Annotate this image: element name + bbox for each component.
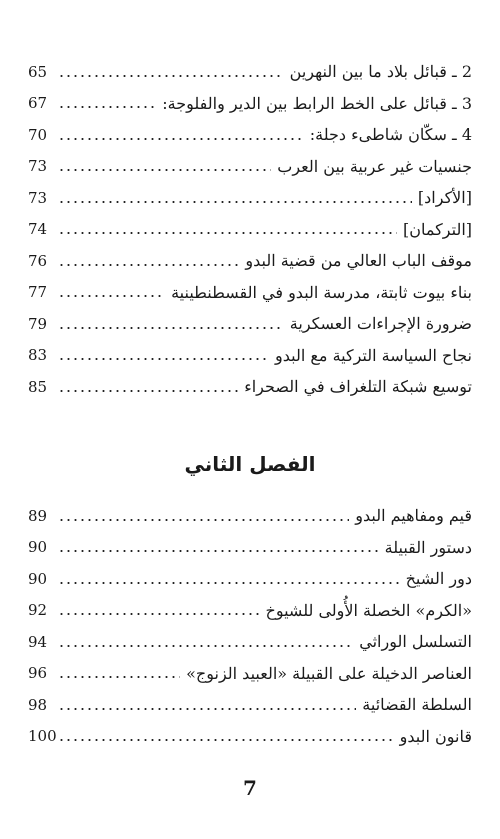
dot-leader: [58, 326, 284, 330]
toc-entry[interactable]: [28, 689, 472, 721]
toc-page-number: 73: [28, 157, 48, 176]
toc-entry-title: 2 ـ قبائل بلاد ما بين النهرين: [289, 62, 472, 82]
dot-leader: [58, 549, 379, 553]
toc-entry[interactable]: [28, 721, 472, 753]
toc-page-number: 73: [28, 188, 48, 207]
toc-entry-title: موقف الباب العالي من قضية البدو: [245, 251, 472, 271]
toc-entry[interactable]: [28, 371, 472, 403]
toc-page-number: 98: [28, 695, 48, 714]
toc-page-number: 89: [28, 506, 48, 525]
toc-entry[interactable]: [28, 500, 472, 532]
toc-page-number: 100: [28, 727, 57, 746]
dot-leader: [58, 74, 284, 78]
toc-entry-title: «الكرم» الخصلة الأُولى للشيوخ: [265, 600, 472, 620]
toc-page-number: 67: [28, 94, 48, 113]
toc-entry-title: ضرورة الإجراءات العسكرية: [289, 314, 472, 334]
toc-entry[interactable]: [28, 56, 472, 88]
toc-entry[interactable]: [28, 658, 472, 690]
toc-section-top: [28, 56, 472, 403]
toc-page-number: 94: [28, 632, 48, 651]
toc-entry[interactable]: [28, 277, 472, 309]
toc-page-number: 85: [28, 377, 48, 396]
dot-leader: [58, 738, 394, 742]
dot-leader: [58, 357, 269, 361]
toc-entry-title: [التركمان]: [403, 219, 472, 239]
dot-leader: [58, 675, 180, 679]
toc-page-number: 70: [28, 125, 48, 144]
dot-leader: [58, 581, 400, 585]
toc-entry-title: [الأكراد]: [417, 188, 472, 208]
toc-entry-title: دستور القبيلة: [384, 537, 472, 557]
toc-entry[interactable]: [28, 340, 472, 372]
dot-leader: [58, 168, 271, 172]
dot-leader: [58, 294, 165, 298]
dot-leader: [58, 200, 412, 204]
toc-entry-title: دور الشيخ: [405, 569, 472, 589]
toc-entry-title: قانون البدو: [399, 726, 472, 746]
toc-entry[interactable]: [28, 119, 472, 151]
toc-entry[interactable]: [28, 245, 472, 277]
toc-section-bottom: [28, 500, 472, 752]
toc-entry-title: 3 ـ قبائل على الخط الرابط بين الدير والفلوجة:: [162, 93, 472, 113]
page-number: 7: [243, 776, 257, 800]
toc-entry[interactable]: [28, 182, 472, 214]
toc-page-number: 90: [28, 538, 48, 557]
toc-entry[interactable]: [28, 532, 472, 564]
toc-page-number: 83: [28, 346, 48, 365]
dot-leader: [58, 612, 260, 616]
toc-page-number: 65: [28, 62, 48, 81]
dot-leader: [58, 263, 239, 267]
toc-entry[interactable]: [28, 151, 472, 183]
toc-page-number: 79: [28, 314, 48, 333]
dot-leader: [58, 231, 397, 235]
dot-leader: [58, 707, 356, 711]
toc-entry-title: نجاح السياسة التركية مع البدو: [275, 345, 472, 365]
toc-entry-title: السلطة القضائية: [362, 695, 472, 715]
dot-leader: [58, 389, 238, 393]
toc-page-number: 92: [28, 601, 48, 620]
toc-entry-title: العناصر الدخيلة على القبيلة «العبيد الزنوج»: [186, 663, 472, 683]
toc-entry[interactable]: [28, 214, 472, 246]
toc-entry-title: 4 ـ سكّان شاطىء دجلة:: [309, 125, 472, 145]
toc-entry-title: بناء بيوت ثابتة، مدرسة البدو في القسطنطينية: [171, 282, 472, 302]
toc-entry-title: توسيع شبكة التلغراف في الصحراء: [244, 377, 472, 397]
toc-entry[interactable]: [28, 88, 472, 120]
dot-leader: [58, 137, 304, 141]
toc-entry[interactable]: [28, 308, 472, 340]
chapter-heading: الفصل الثاني: [184, 452, 316, 476]
toc-entry-title: جنسيات غير عربية بين العرب: [277, 156, 472, 176]
dot-leader: [58, 518, 349, 522]
toc-page-number: 96: [28, 664, 48, 683]
toc-entry[interactable]: [28, 563, 472, 595]
toc-page-number: 90: [28, 569, 48, 588]
toc-entry-title: التسلسل الوراثي: [359, 632, 472, 652]
dot-leader: [58, 644, 353, 648]
toc-page-number: 74: [28, 220, 48, 239]
toc-page-number: 76: [28, 251, 48, 270]
toc-entry[interactable]: [28, 595, 472, 627]
toc-page-number: 77: [28, 283, 48, 302]
toc-entry[interactable]: [28, 626, 472, 658]
toc-entry-title: قيم ومفاهيم البدو: [355, 506, 472, 526]
dot-leader: [58, 105, 156, 109]
